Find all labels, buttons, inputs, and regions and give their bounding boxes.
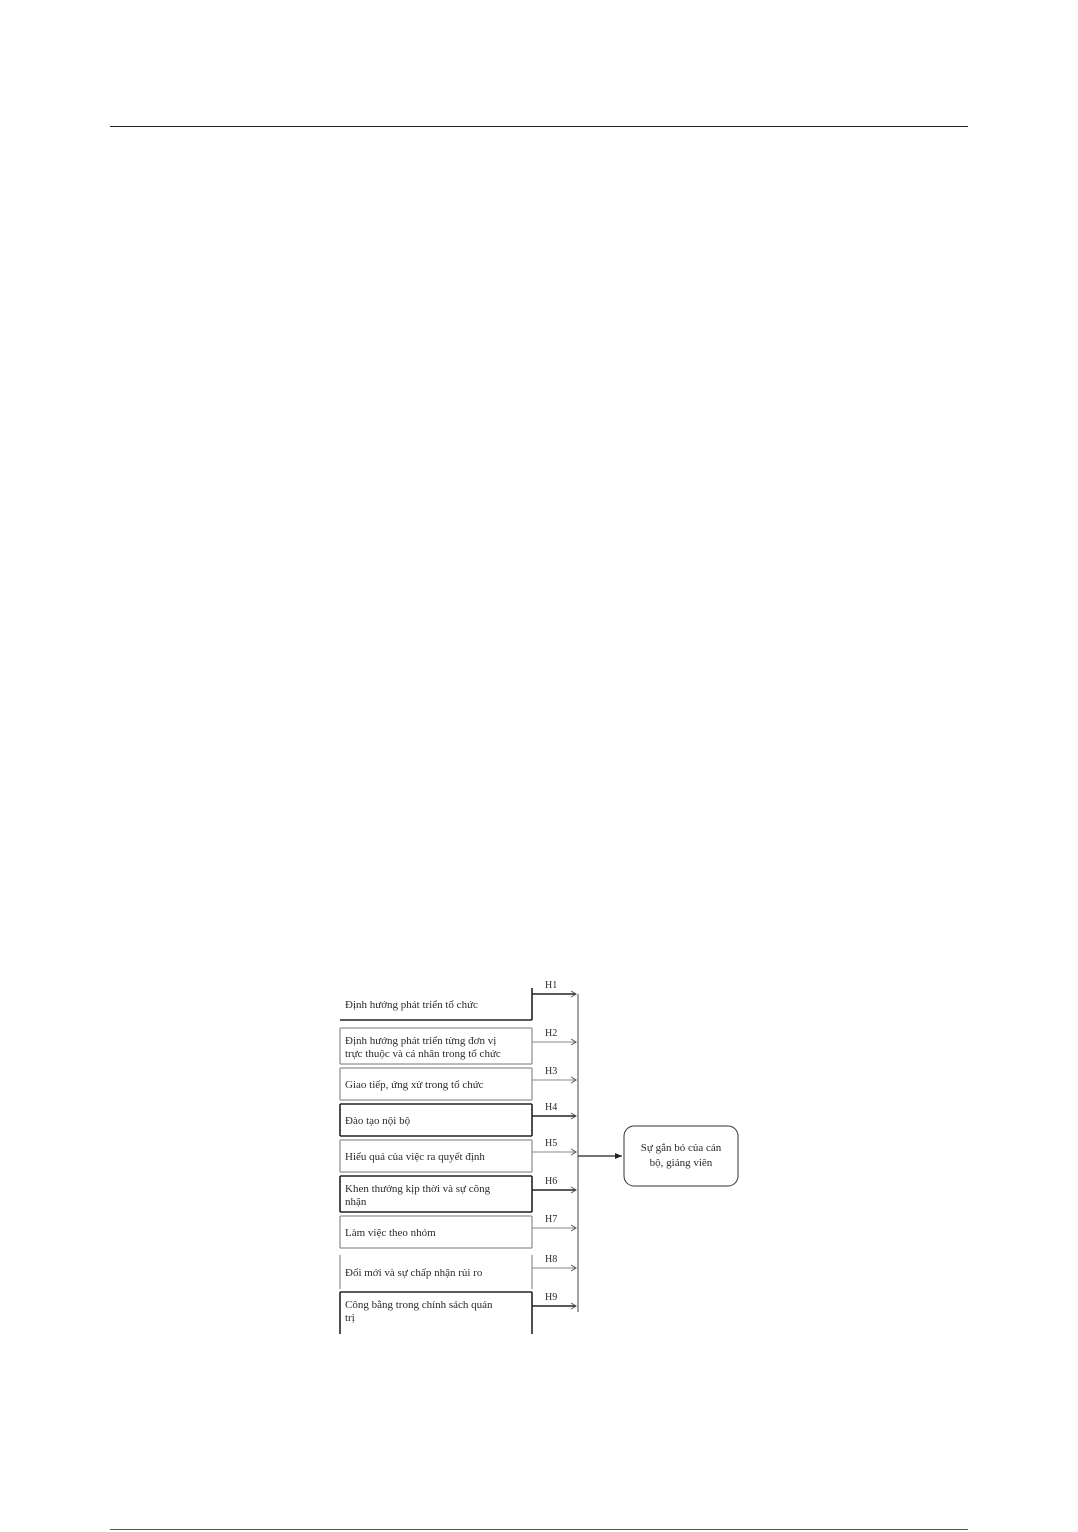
factor-label: Khen thưởng kịp thời và sự công: [345, 1183, 491, 1195]
factor-label: Định hướng phát triển từng đơn vị: [345, 1035, 497, 1047]
hypothesis-code: H9: [545, 1292, 558, 1303]
factor-label: Giao tiếp, ứng xử trong tổ chức: [345, 1079, 484, 1091]
hypothesis-code: H3: [545, 1066, 558, 1077]
hypothesis-code: H6: [545, 1176, 558, 1187]
hypothesis-code: H8: [545, 1254, 558, 1265]
outcome-arrow-head: [615, 1153, 622, 1159]
outcome-label-line-1: Sự gắn bó của cán: [640, 1142, 722, 1154]
hypothesis-code: H4: [545, 1102, 558, 1113]
factors-layer: [340, 988, 532, 1334]
outcome-box: [624, 1126, 738, 1186]
outcome-layer: [624, 1126, 738, 1186]
factor-label: Hiểu quả của việc ra quyết định: [345, 1151, 485, 1163]
factor-label: Đào tạo nội bộ: [345, 1115, 411, 1127]
hypothesis-code: H2: [545, 1028, 558, 1039]
footer-rule: [110, 1529, 968, 1530]
factor-label: Công bằng trong chính sách quản: [345, 1299, 493, 1311]
factor-label: nhận: [345, 1196, 367, 1208]
factor-label: trực thuộc và cá nhân trong tổ chức: [345, 1048, 501, 1060]
factor-label: trị: [345, 1312, 355, 1324]
factor-label: Đổi mới và sự chấp nhận rủi ro: [345, 1267, 483, 1279]
factor-label: Làm việc theo nhóm: [345, 1227, 436, 1239]
hypothesis-code: H1: [545, 980, 558, 991]
outcome-label-line-2: bộ, giảng viên: [649, 1157, 713, 1169]
factor-label: Định hướng phát triển tổ chức: [345, 999, 478, 1011]
hypothesis-code: H7: [545, 1214, 558, 1225]
hypothesis-code: H5: [545, 1138, 558, 1149]
connectors-layer: [532, 980, 622, 1312]
